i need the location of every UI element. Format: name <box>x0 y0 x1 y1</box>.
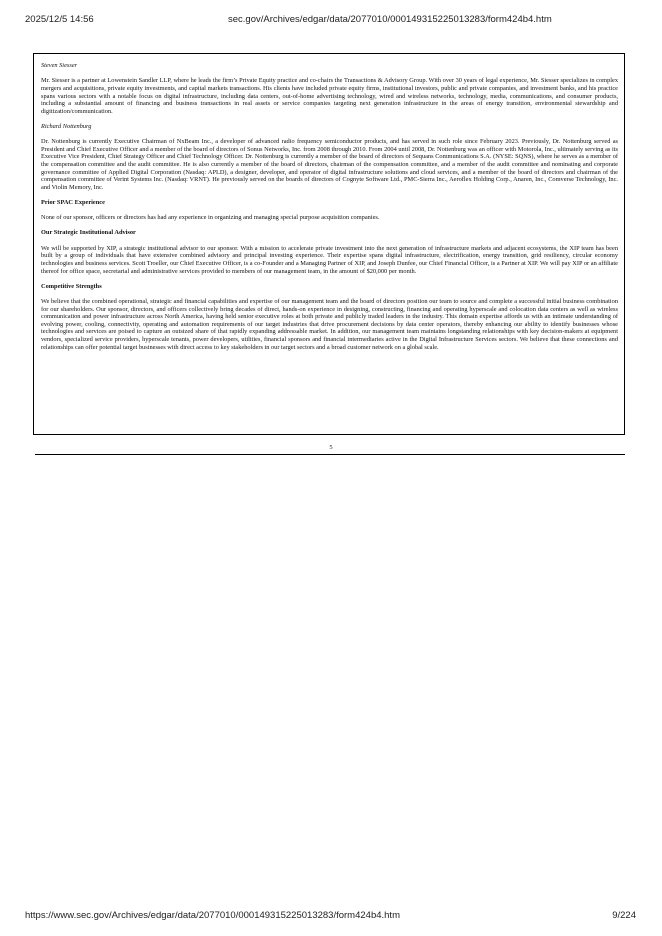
bio-siesser: Mr. Siesser is a partner at Lowenstein Sandler LLP, where he leads the firm’s Private Equity practice and co-chairs the Transactions & Advisory Group. With over 30 years of legal experience, Mr. Siesser specializes in complex mergers and acquisitions, private equity investments, and capital markets transactions. His clients have included private equity firms, institutional investors, public and private companies, and investment banks, and his practice spans various sectors with a notable focus on digital infrastructure, including data centers, out-of-home advertising technology, wired and wireless networks, technology, media, communications, and consumer products, including a substantial amount of financing and business transactions in real assets or service companies targeting next generation infrastructure in the areas of energy transition, environmental stewardship and digitization/communication. <box>41 77 618 115</box>
heading-strategic-advisor: Our Strategic Institutional Advisor <box>41 229 136 237</box>
print-page-counter: 9/224 <box>612 910 636 921</box>
document-content-box <box>33 53 625 435</box>
print-header <box>0 14 662 28</box>
print-footer <box>0 910 662 924</box>
print-footer-url: https://www.sec.gov/Archives/edgar/data/2077010/000149315225013283/form424b4.htm <box>25 910 400 921</box>
paragraph-strategic-advisor: We will be supported by XIP, a strategic institutional advisor to our sponsor. With a mission to accelerate private investment into the next generation of infrastructure markets and adjacent ecosystems, the XIP team has been built by a group of individuals that have extensive combined advisory and principal investing experience. Their expertise spans digital infrastructure, electrification, energy transition, grid resiliency, circular economy technologies and business services. Scott Troeller, our Chief Executive Officer, is a co-Founder and a Managing Partner of XIP, and Joseph Dunfee, our Chief Financial Officer, is a Partner at XIP. We will pay XIP or an affiliate thereof for office space, secretarial and administrative services provided to members of our management team, in the amount of $20,000 per month. <box>41 244 618 275</box>
print-header-url: sec.gov/Archives/edgar/data/2077010/000149315225013283/form424b4.htm <box>228 14 552 25</box>
director-name-nottenburg: Richard Nottenburg <box>41 122 92 130</box>
page-divider <box>35 454 625 455</box>
director-name-siesser: Steven Siesser <box>41 62 78 69</box>
bio-nottenburg: Dr. Nottenburg is currently Executive Chairman of NxBeam Inc., a developer of advanced radio frequency semiconductor products, and has served in such role since February 2023. Previously, Dr. Nottenburg served as President and Chief Executive Officer and a member of the board of directors of Sonus Networks, Inc. from 2008 through 2010. From 2004 until 2008, Dr. Nottenburg was an officer with Motorola, Inc., ultimately serving as its Executive Vice President, Chief Strategy Officer and Chief Technology Officer. Dr. Nottenburg is currently a member of the board of directors of Sequans Communications S.A. (NYSE: SQNS), where he serves as a member of the compensation committee and the audit committee. He is also currently a member of the board of directors, chairman of the compensation committee, and a member of the audit committee and nominating and corporate governance committee of Applied Digital Corporation (Nasdaq: APLD), a designer, developer, and operator of digital infrastructure solutions and cloud services, and a member of the board of directors and chairman of the compensation committee of Verint Systems Inc. (Nasdaq: VRNT). He previously served on the boards of directors of Cognyte Software Ltd., PMC-Sierra Inc., Aeroflex Holding Corp., Anaren, Inc., Comverse Technology, Inc. and Violin Memory, Inc. <box>41 138 618 191</box>
heading-prior-spac-experience: Prior SPAC Experience <box>41 198 105 206</box>
paragraph-competitive-strengths: We believe that the combined operational, strategic and financial capabilities and expertise of our management team and the board of directors position our team to source and complete a successful initial business combination for our shareholders. Our sponsor, directors, and officers collectively bring decades of direct, hands-on experience in designing, constructing, financing and operating hyperscale and colocation data centers as well as wireless communication and power infrastructure across North America, having held senior executive roles at both private and publicly traded leaders in the industry. This domain expertise affords us with an intimate understanding of evolving power, cooling, connectivity, operating and automation requirements of our target industries that drive procurement decisions by data center operators, thereby enhancing our ability to identify businesses whose technologies and services are poised to capture an outsized share of that rapidly expanding addressable market. In addition, our management team maintains longstanding relationships with key decision-makers at equipment vendors, specialized service providers, hyperscale tenants, power developers, utilities, financial sponsors and financial intermediaries active in the Digital Infrastructure Services sectors. We believe that these connections and relationships can offer potential target businesses with direct access to key stakeholders in our target sectors and a broad customer network on a global scale. <box>41 298 618 351</box>
print-timestamp: 2025/12/5 14:56 <box>25 14 94 25</box>
heading-competitive-strengths: Competitive Strengths <box>41 282 102 290</box>
paragraph-prior-spac-experience: None of our sponsor, officers or directors has had any experience in organizing and managing special purpose acquisition companies. <box>41 214 380 222</box>
page-number: 5 <box>329 444 333 451</box>
